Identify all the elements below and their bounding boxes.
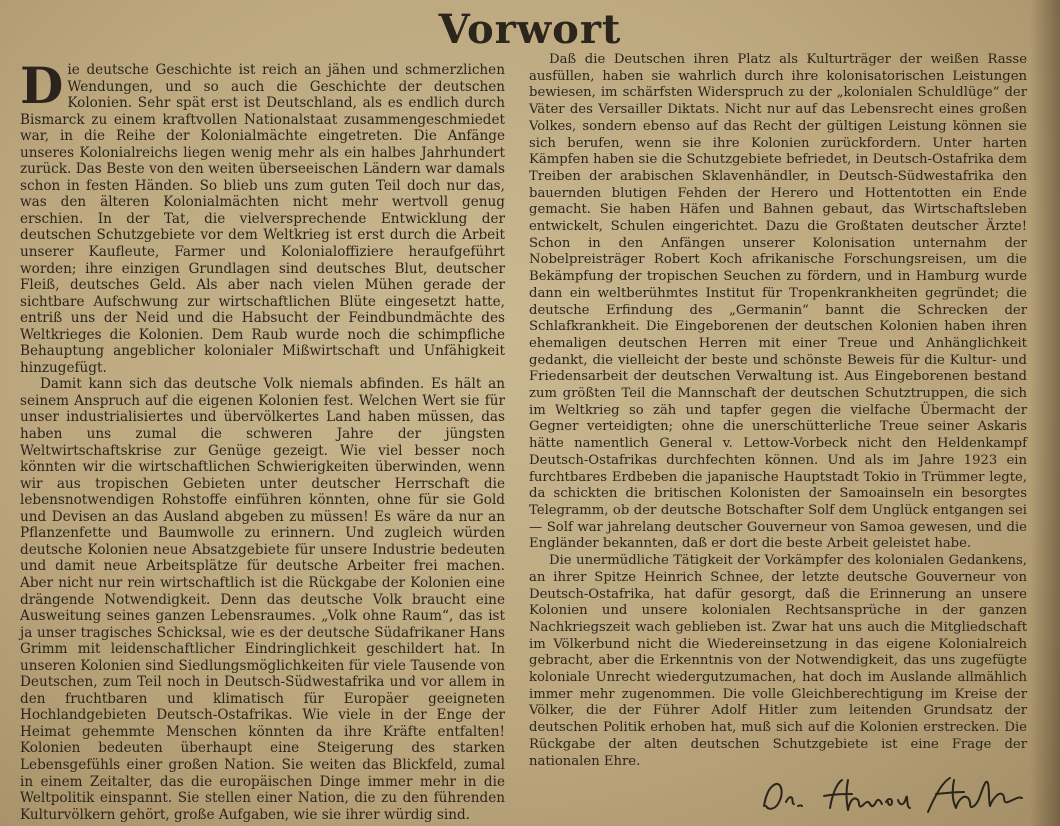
page-title: Vorwort: [438, 6, 622, 53]
left-paragraph-2: Damit kann sich das deutsche Volk niemals abfinden. Es hält an seinem Anspruch auf die eigenen Kolonien fest. Welchen Wert sie für unser industrialisiertes und übervölkertes Land haben müssen, das haben uns zumal die schweren Jahre der jüngsten Weltwirtschaftskrise zur Genüge gezeigt. Wie viel besser noch könnten wir die wirtschaftlichen Schwierigkeiten überwinden, wenn wir aus tropischen Gebieten unter deutscher Herrschaft die lebensnotwendigen Rohstoffe einführen könnten, ohne für sie Gold und Devisen an das Ausland abgeben zu müssen! Es wäre da nur an Pflanzenfette und Baumwolle zu erinnern. Und zugleich würden deutsche Kolonien neue Absatzgebiete für unsere Industrie bedeuten und damit neue Arbeitsplätze für deutsche Arbeiter frei machen. Aber nicht nur rein wirtschaftlich ist die Rückgabe der Kolonien eine drängende Notwendigkeit. Denn das deutsche Volk braucht eine Ausweitung seines ganzen Lebensraumes. „Volk ohne Raum“, das ist ja unser tragisches Schicksal, wie es der deutsche Südafrikaner Hans Grimm mit leidenschaftlicher Eindringlichkeit geschildert hat. In unseren Kolonien sind Siedlungsmöglichkeiten für viele Tausende von Deutschen, zum Teil noch in Deutsch-Südwestafrika und vor allem in den fruchtbaren und klimatisch für Europäer geeigneten Hochlandgebieten Deutsch-Ostafrikas. Wie viele in der Enge der Heimat gehemmte Menschen könnten da ihre Kräfte entfalten! Kolonien bedeuten überhaupt eine Steigerung des starken Lebensgefühls einer großen Nation. Sie weiten das Blickfeld, zumal in einem Zeitalter, das die europäischen Dinge immer mehr in die Weltpolitik einspannt. Sie stellen einer Nation, die zu den führenden Kulturvölkern gehört, große Aufgaben, wie sie ihrer würdig sind.: [20, 376, 505, 823]
right-paragraph-2: Die unermüdliche Tätigkeit der Vorkämpfer des kolonialen Gedankens, an ihrer Spitze Heinrich Schnee, der letzte deutsche Gouverneur von Deutsch-Ostafrika, hat dafür gesorgt, daß die Erinnerung an unsere Kolonien und unsere kolonialen Rechtsansprüche in der ganzen Nachkriegszeit wach geblieben ist. Zwar hat uns auch die Mitgliedschaft im Völkerbund nicht die Wiedereinsetzung in das eigene Kolonialreich gebracht, aber die Erkenntnis von der Notwendigkeit, das uns zugefügte koloniale Unrecht wiedergutzumachen, hat doch im Auslande allmählich immer mehr zugenommen. Die volle Gleichberechtigung im Kreise der Völker, die der Führer Adolf Hitler zum leitenden Grundsatz der deutschen Politik erhoben hat, muß sich auf die Kolonien erstrecken. Die Rückgabe der alten deutschen Schutzgebiete ist eine Frage der nationalen Ehre.: [529, 553, 1027, 769]
right-column: [529, 52, 1027, 770]
left-paragraph-1: [20, 56, 505, 376]
drop-cap-initial: D: [20, 56, 64, 115]
left-paragraph-1-text: ie deutsche Geschichte ist reich an jähen und schmerzlichen Wendungen, und so auch die Geschichte der deutschen Kolonien. Sehr spät erst ist Deutschland, als es endlich durch Bismarck zu einem kraftvollen Nationalstaat zusammengeschmiedet war, in die Reihe der Kolonialmächte eingetreten. Die Anfänge unseres Kolonialreichs liegen wenig mehr als ein halbes Jahrhundert zurück. Das Beste von den weiten überseeischen Ländern war damals schon in festen Händen. So blieb uns zum guten Teil doch nur das, was den älteren Kolonialmächten nicht mehr wertvoll genug erschien. In der Tat, die vielversprechende Entwicklung der deutschen Schutzgebiete vor dem Weltkrieg ist erst durch die Arbeit unserer Kaufleute, Farmer und Kolonialoffiziere heraufgeführt worden; ihre einzigen Grundlagen sind deutsches Blut, deutscher Fleiß, deutsches Geld. Als aber nach vielen Mühen gerade der sichtbare Aufschwung zur wirtschaftlichen Blüte eingesetzt hatte, entriß uns der Neid und die Habsucht der Feindbundmächte des Weltkrieges die Kolonien. Dem Raub wurde noch die schimpfliche Behauptung angeblicher kolonialer Mißwirtschaft und Unfähigkeit hinzugefügt.: [20, 62, 505, 376]
page-edge-shadow: [1030, 0, 1060, 826]
right-paragraph-1: Daß die Deutschen ihren Platz als Kulturträger der weißen Rasse ausfüllen, haben sie wahrlich durch ihre kolonisatorischen Leistungen bewiesen, im schärfsten Widerspruch zu der „kolonialen Schuldlüge“ der Väter des Versailler Diktats. Nicht nur auf das Lebensrecht eines großen Volkes, sondern ebenso auf das Recht der gültigen Leistung können sie sich berufen, wenn sie ihre Kolonien zurückfordern. Unter harten Kämpfen haben sie die Schutzgebiete befriedet, in Deutsch-Ostafrika dem Treiben der arabischen Sklavenhändler, in Deutsch-Südwestafrika den bauernden blutigen Fehden der Herero und Hottentotten ein Ende gemacht. Sie haben Häfen und Bahnen gebaut, das Wirtschaftsleben entwickelt, Schulen eingerichtet. Dazu die Großtaten deutscher Ärzte! Schon in den Anfängen unserer Kolonisation unternahm der Nobelpreisträger Robert Koch afrikanische Forschungsreisen, um die Bekämpfung der tropischen Seuchen zu fördern, und in Hamburg wurde dann ein weltberühmtes Institut für Tropenkrankheiten gegründet; die deutsche Erfindung des „Germanin“ bannt die Schrecken der Schlafkrankheit. Die Eingeborenen der deutschen Kolonien haben ihren ehemaligen deutschen Herren mit einer Treue und Anhänglichkeit gedankt, die vielleicht der beste und schönste Beweis für die Kultur- und Friedensarbeit der deutschen Verwaltung ist. Aus Eingeborenen bestand zum größten Teil die Mannschaft der deutschen Schutztruppen, die sich im Weltkrieg so zäh und tapfer gegen die vielfache Übermacht der Gegner verteidigten; ohne die unerschütterliche Treue seiner Askaris hätte namentlich General v. Lettow-Vorbeck nicht den Heldenkampf Deutsch-Ostafrikas durchfechten können. Und als im Jahre 1923 ein furchtbares Erdbeben die japanische Hauptstadt Tokio in Trümmer legte, da schickten die britischen Kolonisten der Samoainseln ein besorgtes Telegramm, ob der deutsche Botschafter Solf dem Unglück entgangen sei — Solf war jahrelang deutscher Gouverneur von Samoa gewesen, und die Engländer bekannten, daß er dort die beste Arbeit geleistet habe.: [529, 52, 1027, 552]
left-column: [20, 56, 505, 823]
handwritten-signature: [760, 772, 1040, 818]
